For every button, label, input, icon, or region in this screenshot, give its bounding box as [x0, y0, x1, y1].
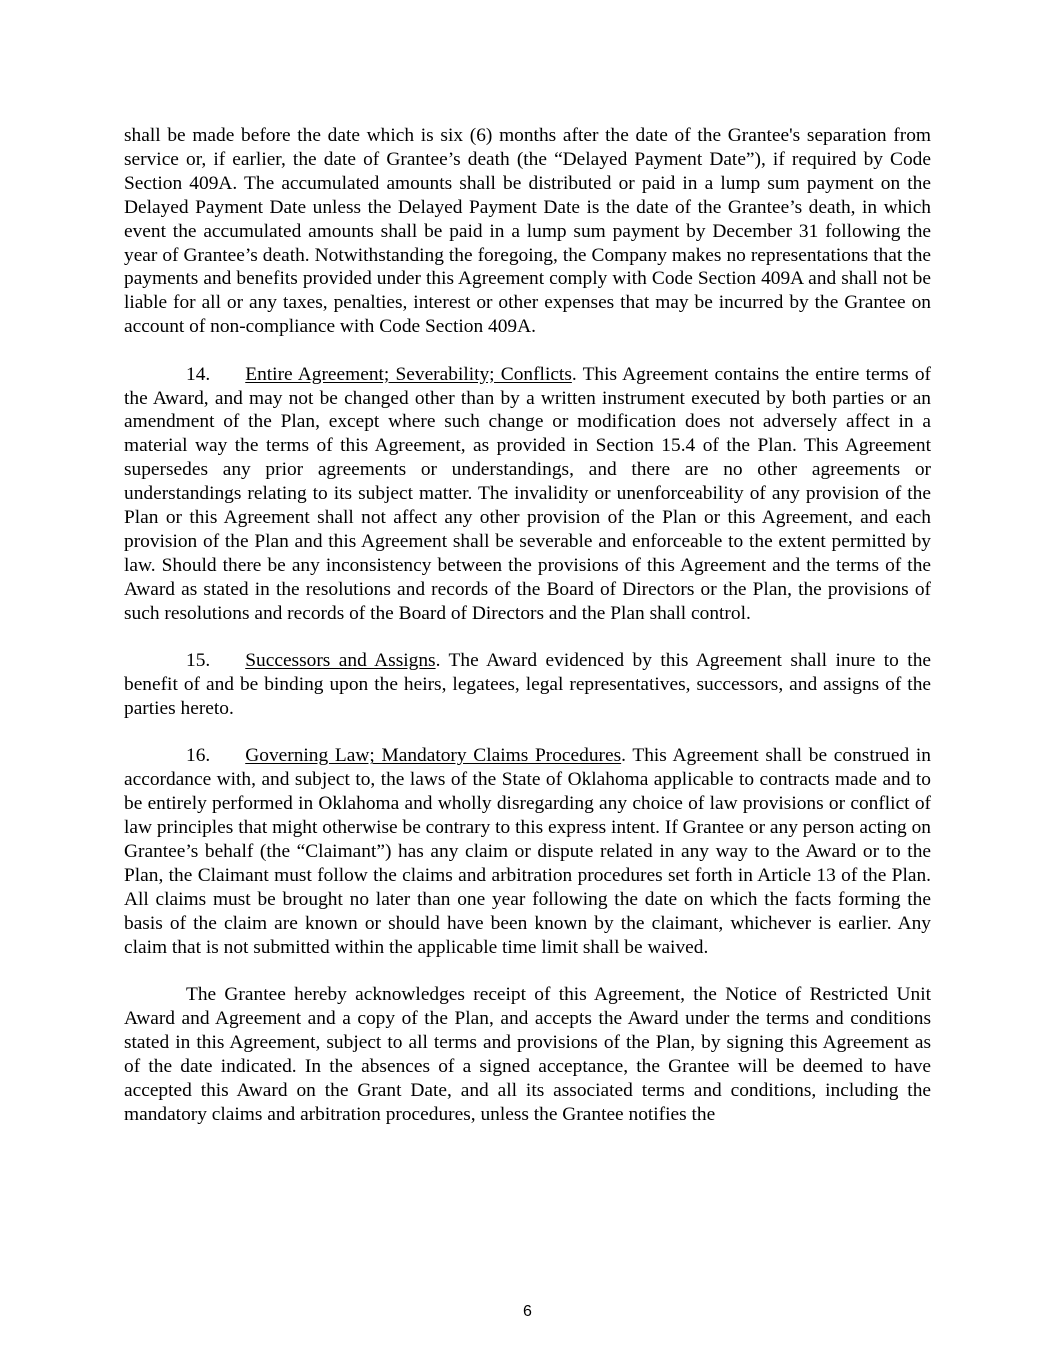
section-14-body: . This Agreement contains the entire terms of the Award, and may not be changed other than by a written instrument executed by both parties or an amendment of the Plan, except where such change or modification does not adversely affect in a material way the terms of this Agreement, as provided in Section 15.4 of the Plan. This Agreement supersedes any prior agreements or understandings, and there are no other agreements or understandings relating to its subject matter. The invalidity or unenforceability of any provision of the Plan or this Agreement shall not affect any other provision of the Plan or this Agreement, and each provision of the Plan and this Agreement shall be severable and enforceable to the extent permitted by law. Should there be any inconsistency between the provisions of this Agreement and the terms of the Award as stated in the resolutions and records of the Board of Directors or the Plan, the provisions of such resolutions and records of the Board of Directors and the Plan shall control.	[124, 363, 932, 624]
section-16-body: . This Agreement shall be construed in accordance with, and subject to, the laws of the State of Oklahoma applicable to contracts made and to be entirely performed in Oklahoma and wholly disregarding any choice of law provisions or conflict of law principles that might otherwise be contrary to this express intent. If Grantee or any person acting on Grantee’s behalf (the “Claimant”) has any claim or dispute related in any way to the Award or to the Plan, the Claimant must follow the claims and arbitration procedures set forth in Article 13 of the Plan. All claims must be brought no later than one year following the date on which the facts forming the basis of the claim are known or should have been known by the claimant, whichever is earlier. Any claim that is not submitted within the applicable time limit shall be waived.	[124, 745, 931, 958]
section-15-paragraph	[124, 649, 931, 721]
section-16-paragraph	[124, 744, 931, 959]
page-number: 6	[523, 1303, 532, 1320]
section-15-number: 15.	[186, 650, 211, 672]
section-15-body: . The Award evidenced by this Agreement shall inure to the benefit of and be binding upon the heirs, legatees, legal representatives, successors, and assigns of the parties hereto.	[124, 650, 931, 719]
document-page	[124, 124, 931, 1150]
section-15-heading: Successors and Assigns	[245, 650, 436, 672]
section-14-paragraph	[124, 363, 931, 626]
continuation-paragraph: shall be made before the date which is six (6) months after the date of the Grantee's separation from service or, if earlier, the date of Grantee’s death (the “Delayed Payment Date”), if required by Code Section 409A. The accumulated amounts shall be distributed or paid in a lump sum payment on the Delayed Payment Date unless the Delayed Payment Date is the date of the Grantee’s death, in which event the accumulated amounts shall be paid in a lump sum payment by December 31 following the year of Grantee’s death. Notwithstanding the foregoing, the Company makes no representations that the payments and benefits provided under this Agreement comply with Code Section 409A and shall not be liable for all or any taxes, penalties, interest or other expenses that may be incurred by the Grantee on account of non-compliance with Code Section 409A.	[124, 125, 931, 338]
section-14-number: 14.	[186, 363, 211, 385]
acknowledgment-paragraph: The Grantee hereby acknowledges receipt of this Agreement, the Notice of Restricted Unit Award and Agreement and a copy of the Plan, and accepts the Award under the terms and conditions stated in this Agreement, subject to all terms and provisions of the Plan, by signing this Agreement as of the date indicated. In the absences of a signed acceptance, the Grantee will be deemed to have accepted this Award on the Grant Date, and all its associated terms and conditions, including the mandatory claims and arbitration procedures, unless the Grantee notifies the	[124, 984, 931, 1125]
section-16-heading: Governing Law; Mandatory Claims Procedures	[245, 745, 622, 767]
section-14-heading: Entire Agreement; Severability; Conflicts	[245, 363, 572, 385]
section-16-number: 16.	[186, 745, 211, 767]
